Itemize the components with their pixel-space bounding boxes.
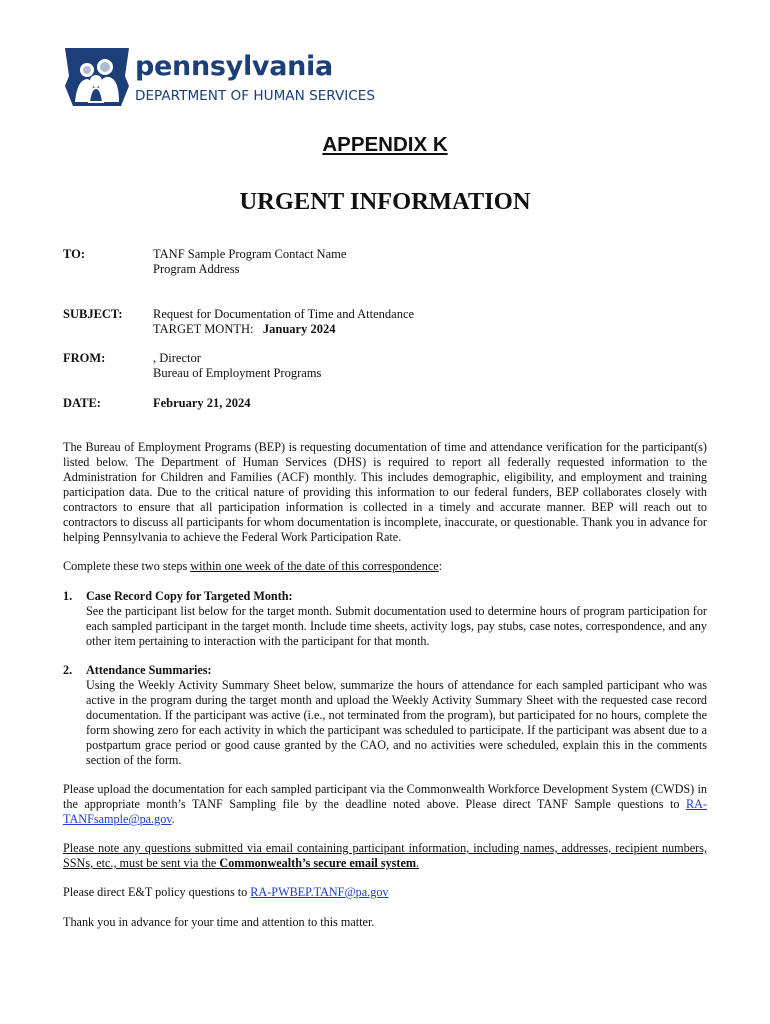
- secure-note-end: .: [416, 856, 420, 870]
- appendix-title: APPENDIX K: [322, 133, 448, 156]
- to-line2: Program Address: [153, 262, 240, 276]
- steps-intro-prefix: Complete these two steps: [63, 559, 191, 573]
- steps-intro: [63, 559, 707, 574]
- logo-department: DEPARTMENT OF HUMAN SERVICES: [135, 88, 376, 104]
- secure-note-text: Please note any questions submitted via email containing participant information, including names, addresses, recipient numbers, SSNs, etc., must be sent via the: [63, 841, 707, 870]
- upload-end: .: [171, 812, 175, 826]
- step-2-body: Using the Weekly Activity Summary Sheet below, summarize the hours of attendance for each sampled participant who was active in the program during the target month and upload the Weekly Activity Summary Sheet with the requested case record documentation. If the participant was active (i.e., not terminated from the program), but participated for no hours, complete the form showing zero for each activity in which the participant was scheduled to participate. If the participant was absent due to a postpartum grace period or good cause granted by the CAO, and no activities were scheduled, explain this in the comments section of the form.: [86, 678, 707, 767]
- secure-email-note: [63, 841, 707, 871]
- policy-questions: [63, 885, 707, 900]
- keystone-family-icon: [63, 46, 131, 108]
- date-label: DATE:: [63, 396, 101, 410]
- subject-value: [153, 307, 414, 337]
- policy-text: Please direct E&T policy questions to: [63, 885, 251, 899]
- urgent-title: URGENT INFORMATION: [239, 188, 531, 215]
- secure-email-system: Commonwealth’s secure email system: [219, 856, 417, 870]
- dhs-logo: [63, 46, 393, 108]
- step-1-number: 1.: [63, 589, 73, 603]
- from-value: [153, 351, 321, 381]
- policy-email-link[interactable]: RA-PWBEP.TANF@pa.gov: [250, 885, 389, 899]
- step-1: [86, 589, 707, 649]
- step-1-body: See the participant list below for the target month. Submit documentation used to determine hours of program participation for each sampled participant in the target month. Include time sheets, activity logs, pay stubs, case notes, correspondence, and any other item pertaining to interaction with the participant for that month.: [86, 604, 707, 648]
- step-1-title: Case Record Copy for Targeted Month:: [86, 589, 293, 603]
- upload-paragraph: [63, 782, 707, 827]
- steps-intro-suffix: :: [438, 559, 443, 573]
- subject-target: [153, 322, 414, 337]
- to-value: [153, 247, 346, 277]
- step-2-title: Attendance Summaries:: [86, 663, 212, 677]
- from-label: FROM:: [63, 351, 106, 365]
- target-month-value: January 2024: [262, 322, 336, 336]
- target-month-label: TARGET MONTH:: [153, 322, 254, 336]
- steps-intro-deadline: within one week of the date of this correspondence: [190, 559, 439, 573]
- to-line1: TANF Sample Program Contact Name: [153, 247, 347, 261]
- from-line2: Bureau of Employment Programs: [153, 366, 322, 380]
- upload-text: Please upload the documentation for each sampled participant via the Commonwealth Workforce Development System (CWDS) in the appropriate month’s TANF Sampling file by the deadline noted above. Please direct TANF Sample questions to: [63, 782, 707, 811]
- to-label: TO:: [63, 247, 85, 261]
- step-2-number: 2.: [63, 663, 73, 677]
- subject-line1: Request for Documentation of Time and Attendance: [153, 307, 415, 321]
- intro-paragraph: The Bureau of Employment Programs (BEP) is requesting documentation of time and attendance verification for the participant(s) listed below. The Department of Human Services (DHS) is required to report all federally requested information to the Administration for Children and Families (ACF) monthly. This includes demographic, eligibility, and employment and training participation data. Due to the critical nature of providing this information to our federal funders, BEP collaborates closely with contractors to ensure that all participation information is collected in a timely and accurate manner. BEP will reach out to contractors to discuss all participants for whom documentation is incomplete, inaccurate, or questionable. Thank you in advance for helping Pennsylvania to achieve the Federal Work Participation Rate.: [63, 440, 707, 544]
- step-2: [86, 663, 707, 768]
- logo-name: pennsylvania: [135, 51, 333, 82]
- subject-label: SUBJECT:: [63, 307, 123, 321]
- thank-you: Thank you in advance for your time and attention to this matter.: [63, 915, 375, 929]
- date-value: February 21, 2024: [153, 396, 251, 410]
- tanf-sample-email-link[interactable]: RA-TANFsample@pa.gov: [63, 797, 707, 826]
- from-line1: , Director: [153, 351, 201, 365]
